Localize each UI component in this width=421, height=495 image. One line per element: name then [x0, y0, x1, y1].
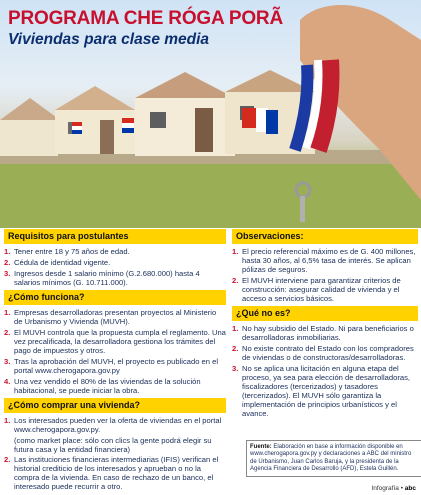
section-heading-requisitos: Requisitos para postulantes — [4, 229, 226, 244]
section-heading-que-no-es: ¿Qué no es? — [232, 306, 418, 321]
item-text: Tener entre 18 y 75 años de edad. — [14, 247, 130, 256]
item-number: 3. — [4, 269, 11, 278]
list-item — [4, 258, 226, 267]
list-item — [4, 308, 226, 326]
list-item — [4, 455, 226, 491]
item-text: El MUVH controla que la propuesta cumpla el reglamento. Una vez precalificada, la desarrolladora gestiona los trámites del pago de impuestos y otros. — [14, 328, 226, 355]
item-text: Ingresos desde 1 salario mínimo (G.2.680.000) hasta 4 salarios mínimos (G. 10.711.000). — [14, 269, 200, 287]
item-number: 3. — [4, 357, 11, 366]
item-text: El MUVH interviene para garantizar criterios de construcción: asegurar calidad de vivienda y el acceso a servicios básicos. — [242, 276, 401, 303]
brand-logo: abc — [404, 485, 416, 492]
item-number: 1. — [232, 324, 239, 333]
item-number: 1. — [4, 308, 11, 317]
item-text: No existe contrato del Estado con los compradores de viviendas o de constructoras/desarrolladoras. — [242, 344, 414, 362]
item-number: 1. — [4, 416, 11, 425]
item-text: Los interesados pueden ver la oferta de viviendas en el portal www.cherogapora.gov.py. — [14, 416, 222, 434]
list-item — [4, 247, 226, 256]
item-number: 3. — [232, 364, 239, 373]
item-text: Las instituciones financieras intermediarias (IFIS) verifican el historial crediticio de los interesados y aprueban o no la compra de la vivienda. En caso de rechazo de un banco, el interesado puede recurrir a otro. — [14, 455, 219, 491]
list-item — [4, 377, 226, 395]
left-column — [4, 226, 226, 493]
item-text: Tras la aprobación del MUVH, el proyecto es publicado en el portal www.cherogapora.gov.py — [14, 357, 219, 375]
source-text: Elaboración en base a información disponible en www.cherogapora.gov.py y declaraciones a ABC del ministro de Urbanismo, Juan Carlos Baruja, y la presidenta de la Agencia Financiera de Desarrollo (AFD), Estela Guillén. — [250, 444, 412, 472]
item-text: Cédula de identidad vigente. — [14, 258, 111, 267]
credit-label: Infografía — [371, 485, 399, 492]
list-item — [232, 344, 418, 362]
source-label: Fuente: — [250, 444, 272, 450]
list-item — [4, 416, 226, 434]
item-number: 4. — [4, 377, 11, 386]
list-item — [4, 357, 226, 375]
item-text: El precio referencial máximo es de G. 400 millones, hasta 30 años, al 6,5% tasa de interés. Se aplican pólizas de seguros. — [242, 247, 416, 274]
item-text: Una vez vendido el 80% de las viviendas de la solución habitacional, se puede iniciar la obra. — [14, 377, 201, 395]
page-title: PROGRAMA CHE RÓGA PORÃ — [8, 8, 283, 29]
source-box — [246, 440, 421, 477]
item-number: 1. — [4, 247, 11, 256]
item-number: 2. — [4, 328, 11, 337]
section-heading-observaciones: Observaciones: — [232, 229, 418, 244]
item-note: (como market place: sólo con clics la gente podrá elegir su futura casa y la entidad financiera) — [14, 436, 212, 454]
list-item — [4, 269, 226, 287]
item-text: No se aplica una licitación en alguna etapa del proceso, ya sea para elección de desarrolladoras, fiscalizadores (tercerizados) y tasadores (tercerizados). El MUVH sólo garantiza la implementación de principios urbanísticos y el avance. — [242, 364, 411, 418]
section-heading-funciona: ¿Cómo funciona? — [4, 290, 226, 305]
right-column — [232, 226, 418, 420]
list-item — [232, 324, 418, 342]
item-number: 2. — [232, 344, 239, 353]
page-subtitle: Viviendas para clase media — [8, 31, 210, 48]
list-item — [232, 247, 418, 274]
hero-photo — [0, 0, 421, 228]
list-item — [232, 364, 418, 418]
item-number: 2. — [4, 258, 11, 267]
list-item — [232, 276, 418, 303]
list-item — [4, 328, 226, 355]
item-number: 1. — [232, 247, 239, 256]
item-text: No hay subsidio del Estado. Ni para beneficiarios o desarrolladoras inmobiliarias. — [242, 324, 414, 342]
item-text: Empresas desarrolladoras presentan proyectos al Ministerio de Urbanismo y Vivienda (MUVH). — [14, 308, 217, 326]
item-number: 2. — [4, 455, 11, 464]
section-heading-comprar: ¿Cómo comprar una vivienda? — [4, 398, 226, 413]
item-number: 2. — [232, 276, 239, 285]
credit-line: Infografía • abc — [371, 485, 416, 492]
